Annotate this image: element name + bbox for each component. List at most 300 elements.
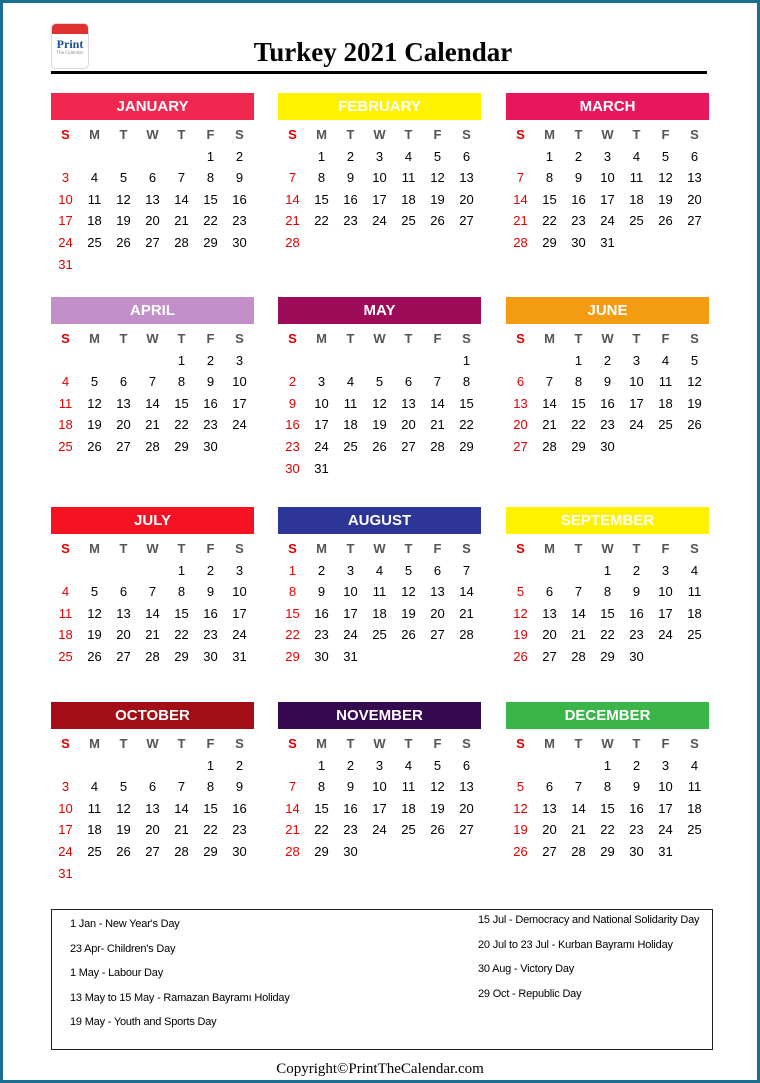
weekday-header: M (89, 541, 100, 556)
day-cell: 26 (116, 843, 131, 859)
day-cell: 25 (372, 627, 387, 643)
day-cell: 28 (513, 234, 528, 250)
day-cell: 14 (513, 191, 528, 207)
day-cell: 21 (174, 822, 189, 838)
day-cell: 4 (690, 562, 699, 578)
day-cell: 23 (600, 417, 615, 433)
day-cell: 1 (177, 352, 186, 368)
day-cell: 25 (343, 438, 358, 454)
empty-day-cell (535, 350, 564, 372)
day-cell: 15 (571, 395, 586, 411)
day-cell: 1 (288, 562, 297, 578)
month-grid (506, 124, 709, 254)
day-cell: 28 (459, 627, 474, 643)
day-cell: 10 (58, 800, 73, 816)
day-cell: 24 (314, 438, 329, 454)
empty-day-cell (138, 560, 167, 582)
day-cell: 1 (545, 148, 554, 164)
day-cell: 20 (145, 213, 160, 229)
day-cell: 14 (174, 800, 189, 816)
day-cell: 26 (87, 438, 102, 454)
day-cell: 23 (629, 627, 644, 643)
day-cell: 15 (542, 191, 557, 207)
holiday-item: 20 Jul to 23 Jul - Kurban Bayramı Holiday (478, 938, 673, 951)
holiday-item: 29 Oct - Republic Day (478, 987, 582, 1000)
day-cell: 23 (629, 822, 644, 838)
day-cell: 17 (629, 395, 644, 411)
day-cell: 11 (343, 395, 358, 411)
empty-day-cell (506, 755, 535, 777)
month-grid (51, 733, 254, 884)
day-cell: 6 (462, 757, 471, 773)
day-cell: 9 (206, 584, 215, 600)
empty-day-cell (506, 146, 535, 168)
day-cell: 11 (401, 170, 416, 186)
day-cell: 12 (116, 800, 131, 816)
day-cell: 4 (61, 374, 70, 390)
day-cell: 28 (174, 843, 189, 859)
weekday-header: T (404, 331, 413, 346)
day-cell: 16 (285, 417, 300, 433)
day-cell: 5 (516, 584, 525, 600)
day-cell: 23 (285, 438, 300, 454)
month-grid (278, 124, 481, 254)
day-cell: 10 (232, 584, 247, 600)
day-cell: 2 (206, 352, 215, 368)
day-cell: 19 (401, 605, 416, 621)
day-cell: 12 (513, 800, 528, 816)
weekday-header: F (206, 541, 215, 556)
day-cell: 23 (232, 822, 247, 838)
day-cell: 14 (571, 800, 586, 816)
day-cell: 2 (603, 352, 612, 368)
day-cell: 16 (571, 191, 586, 207)
day-cell: 24 (372, 213, 387, 229)
day-cell: 9 (574, 170, 583, 186)
weekday-header: T (574, 736, 583, 751)
day-cell: 19 (513, 627, 528, 643)
weekday-header: M (544, 331, 555, 346)
day-cell: 11 (372, 584, 387, 600)
title-underline (51, 71, 707, 74)
day-cell: 8 (574, 374, 583, 390)
empty-day-cell (278, 755, 307, 777)
day-cell: 16 (314, 605, 329, 621)
day-cell: 12 (513, 605, 528, 621)
day-cell: 26 (430, 822, 445, 838)
weekday-header: S (690, 541, 699, 556)
weekday-header: S (690, 736, 699, 751)
day-cell: 31 (658, 843, 673, 859)
day-cell: 15 (600, 800, 615, 816)
day-cell: 7 (516, 170, 525, 186)
month-grid (278, 733, 481, 863)
day-cell: 18 (58, 627, 73, 643)
weekday-header: S (462, 331, 471, 346)
day-cell: 17 (232, 605, 247, 621)
day-cell: 11 (687, 584, 702, 600)
weekday-header: W (373, 541, 386, 556)
day-cell: 18 (629, 191, 644, 207)
day-cell: 24 (372, 822, 387, 838)
day-cell: 5 (375, 374, 384, 390)
weekday-header: S (462, 127, 471, 142)
day-cell: 5 (90, 584, 99, 600)
day-cell: 17 (58, 822, 73, 838)
month-header: MAY (278, 297, 481, 324)
weekday-header: T (177, 127, 186, 142)
day-cell: 3 (661, 562, 670, 578)
day-cell: 3 (61, 779, 70, 795)
day-cell: 2 (288, 374, 297, 390)
day-cell: 14 (174, 191, 189, 207)
day-cell: 4 (90, 779, 99, 795)
day-cell: 19 (687, 395, 702, 411)
day-cell: 31 (343, 648, 358, 664)
day-cell: 21 (459, 605, 474, 621)
day-cell: 26 (401, 627, 416, 643)
day-cell: 17 (658, 800, 673, 816)
day-cell: 28 (430, 438, 445, 454)
day-cell: 29 (459, 438, 474, 454)
day-cell: 21 (571, 822, 586, 838)
day-cell: 14 (542, 395, 557, 411)
day-cell: 5 (661, 148, 670, 164)
day-cell: 2 (235, 757, 244, 773)
day-cell: 16 (203, 395, 218, 411)
day-cell: 8 (603, 779, 612, 795)
day-cell: 10 (629, 374, 644, 390)
month-grid (51, 328, 254, 458)
day-cell: 26 (658, 213, 673, 229)
day-cell: 2 (346, 148, 355, 164)
day-cell: 16 (232, 800, 247, 816)
day-cell: 27 (401, 438, 416, 454)
logo-subtitle: The Calendar (56, 50, 84, 55)
day-cell: 31 (58, 256, 73, 272)
day-cell: 22 (600, 822, 615, 838)
month-january (51, 93, 254, 275)
weekday-header: T (632, 736, 641, 751)
day-cell: 2 (632, 562, 641, 578)
weekday-header: S (61, 331, 70, 346)
day-cell: 2 (317, 562, 326, 578)
month-header: AUGUST (278, 507, 481, 534)
weekday-header: T (177, 736, 186, 751)
day-cell: 14 (430, 395, 445, 411)
day-cell: 11 (87, 800, 102, 816)
day-cell: 25 (58, 648, 73, 664)
day-cell: 27 (145, 234, 160, 250)
day-cell: 10 (343, 584, 358, 600)
empty-day-cell (278, 350, 307, 372)
day-cell: 29 (174, 648, 189, 664)
logo-calendar-icon (52, 24, 88, 34)
day-cell: 10 (58, 191, 73, 207)
weekday-header: S (61, 736, 70, 751)
day-cell: 18 (401, 191, 416, 207)
day-cell: 18 (58, 417, 73, 433)
holiday-item: 1 Jan - New Year's Day (70, 918, 180, 930)
weekday-header: T (119, 736, 128, 751)
day-cell: 26 (116, 234, 131, 250)
weekday-header: S (288, 127, 297, 142)
day-cell: 18 (372, 605, 387, 621)
day-cell: 21 (145, 627, 160, 643)
day-cell: 13 (459, 779, 474, 795)
day-cell: 28 (145, 648, 160, 664)
weekday-header: T (404, 541, 413, 556)
month-grid (51, 538, 254, 668)
day-cell: 29 (203, 843, 218, 859)
holiday-item: 30 Aug - Victory Day (478, 963, 575, 976)
day-cell: 1 (206, 757, 215, 773)
weekday-header: S (516, 541, 525, 556)
day-cell: 21 (542, 417, 557, 433)
weekday-header: S (516, 127, 525, 142)
month-november (278, 702, 481, 863)
weekday-header: S (462, 541, 471, 556)
weekday-header: S (516, 736, 525, 751)
day-cell: 25 (87, 234, 102, 250)
weekday-header: F (661, 541, 670, 556)
month-december (506, 702, 709, 863)
print-the-calendar-logo[interactable] (51, 23, 89, 69)
empty-day-cell (109, 146, 138, 168)
day-cell: 12 (658, 170, 673, 186)
day-cell: 19 (430, 191, 445, 207)
day-cell: 10 (658, 584, 673, 600)
day-cell: 13 (116, 605, 131, 621)
weekday-header: T (632, 541, 641, 556)
holiday-item: 13 May to 15 May - Ramazan Bayramı Holiday (70, 991, 290, 1004)
day-cell: 12 (87, 605, 102, 621)
day-cell: 4 (404, 757, 413, 773)
day-cell: 5 (433, 148, 442, 164)
day-cell: 11 (58, 605, 73, 621)
day-cell: 19 (87, 417, 102, 433)
day-cell: 11 (58, 395, 73, 411)
day-cell: 25 (687, 822, 702, 838)
day-cell: 28 (571, 843, 586, 859)
empty-day-cell (80, 560, 109, 582)
day-cell: 7 (545, 374, 554, 390)
day-cell: 23 (571, 213, 586, 229)
day-cell: 1 (603, 757, 612, 773)
day-cell: 9 (206, 374, 215, 390)
day-cell: 16 (232, 191, 247, 207)
day-cell: 2 (574, 148, 583, 164)
day-cell: 7 (177, 779, 186, 795)
day-cell: 10 (600, 170, 615, 186)
day-cell: 14 (285, 800, 300, 816)
day-cell: 30 (629, 843, 644, 859)
month-october (51, 702, 254, 884)
day-cell: 4 (632, 148, 641, 164)
holiday-item: 15 Jul - Democracy and National Solidarity Day (478, 914, 700, 926)
day-cell: 3 (317, 374, 326, 390)
weekday-header: M (544, 127, 555, 142)
weekday-header: M (544, 736, 555, 751)
empty-day-cell (80, 755, 109, 777)
day-cell: 21 (174, 213, 189, 229)
day-cell: 12 (401, 584, 416, 600)
day-cell: 24 (658, 822, 673, 838)
weekday-header: S (235, 331, 244, 346)
day-cell: 28 (174, 234, 189, 250)
day-cell: 11 (87, 191, 102, 207)
day-cell: 7 (177, 170, 186, 186)
day-cell: 31 (232, 648, 247, 664)
holiday-item: 23 Apr- Children's Day (70, 942, 176, 955)
day-cell: 5 (119, 170, 128, 186)
month-header: FEBRUARY (278, 93, 481, 120)
day-cell: 20 (430, 605, 445, 621)
weekday-header: S (235, 736, 244, 751)
day-cell: 15 (314, 800, 329, 816)
day-cell: 9 (288, 395, 297, 411)
day-cell: 9 (603, 374, 612, 390)
day-cell: 5 (119, 779, 128, 795)
day-cell: 30 (285, 460, 300, 476)
day-cell: 17 (658, 605, 673, 621)
day-cell: 27 (542, 843, 557, 859)
day-cell: 12 (687, 374, 702, 390)
day-cell: 22 (314, 213, 329, 229)
empty-day-cell (51, 350, 80, 372)
day-cell: 1 (462, 352, 471, 368)
empty-day-cell (167, 755, 196, 777)
weekday-header: W (601, 736, 614, 751)
day-cell: 29 (174, 438, 189, 454)
day-cell: 8 (603, 584, 612, 600)
empty-day-cell (138, 350, 167, 372)
day-cell: 15 (174, 605, 189, 621)
day-cell: 27 (430, 627, 445, 643)
day-cell: 16 (203, 605, 218, 621)
empty-day-cell (51, 755, 80, 777)
day-cell: 26 (87, 648, 102, 664)
day-cell: 30 (203, 648, 218, 664)
day-cell: 8 (317, 779, 326, 795)
day-cell: 28 (145, 438, 160, 454)
copyright-footer[interactable]: Copyright©PrintTheCalendar.com (276, 1061, 484, 1077)
day-cell: 5 (690, 352, 699, 368)
day-cell: 9 (632, 584, 641, 600)
day-cell: 7 (574, 779, 583, 795)
day-cell: 6 (516, 374, 525, 390)
day-cell: 24 (658, 627, 673, 643)
weekday-header: S (235, 127, 244, 142)
month-march (506, 93, 709, 254)
weekday-header: F (661, 127, 670, 142)
month-header: APRIL (51, 297, 254, 324)
weekday-header: W (146, 736, 159, 751)
weekday-header: T (574, 127, 583, 142)
month-header: JULY (51, 507, 254, 534)
day-cell: 17 (232, 395, 247, 411)
day-cell: 6 (545, 779, 554, 795)
month-september (506, 507, 709, 668)
day-cell: 13 (459, 170, 474, 186)
weekday-header: T (574, 541, 583, 556)
day-cell: 20 (401, 417, 416, 433)
day-cell: 8 (206, 779, 215, 795)
empty-day-cell (138, 146, 167, 168)
day-cell: 15 (314, 191, 329, 207)
holiday-column-left (70, 918, 290, 1041)
day-cell: 4 (375, 562, 384, 578)
month-june (506, 297, 709, 458)
day-cell: 6 (462, 148, 471, 164)
day-cell: 10 (372, 779, 387, 795)
day-cell: 17 (343, 605, 358, 621)
empty-day-cell (365, 350, 394, 372)
day-cell: 7 (148, 374, 157, 390)
day-cell: 2 (632, 757, 641, 773)
weekday-header: S (288, 736, 297, 751)
day-cell: 30 (600, 438, 615, 454)
empty-day-cell (109, 755, 138, 777)
day-cell: 25 (401, 213, 416, 229)
month-grid (506, 328, 709, 458)
empty-day-cell (423, 350, 452, 372)
day-cell: 10 (314, 395, 329, 411)
day-cell: 6 (148, 170, 157, 186)
day-cell: 23 (343, 822, 358, 838)
day-cell: 13 (116, 395, 131, 411)
month-header: JUNE (506, 297, 709, 324)
day-cell: 11 (401, 779, 416, 795)
month-july (51, 507, 254, 668)
day-cell: 6 (404, 374, 413, 390)
day-cell: 26 (430, 213, 445, 229)
day-cell: 2 (346, 757, 355, 773)
day-cell: 14 (459, 584, 474, 600)
day-cell: 17 (372, 800, 387, 816)
weekday-header: T (119, 331, 128, 346)
day-cell: 15 (600, 605, 615, 621)
day-cell: 20 (687, 191, 702, 207)
empty-day-cell (278, 146, 307, 168)
holiday-column-right (478, 914, 699, 1012)
day-cell: 11 (687, 779, 702, 795)
day-cell: 18 (401, 800, 416, 816)
day-cell: 29 (203, 234, 218, 250)
day-cell: 25 (401, 822, 416, 838)
holiday-item: 1 May - Labour Day (70, 967, 163, 980)
day-cell: 18 (658, 395, 673, 411)
weekday-header: W (146, 127, 159, 142)
day-cell: 18 (687, 605, 702, 621)
weekday-header: F (433, 736, 442, 751)
day-cell: 29 (600, 843, 615, 859)
weekday-header: W (601, 331, 614, 346)
empty-day-cell (80, 350, 109, 372)
day-cell: 13 (430, 584, 445, 600)
weekday-header: F (206, 736, 215, 751)
day-cell: 9 (346, 170, 355, 186)
day-cell: 20 (513, 417, 528, 433)
day-cell: 10 (658, 779, 673, 795)
weekday-header: S (516, 331, 525, 346)
day-cell: 9 (317, 584, 326, 600)
empty-day-cell (535, 560, 564, 582)
weekday-header: T (574, 331, 583, 346)
month-august (278, 507, 481, 668)
day-cell: 1 (317, 148, 326, 164)
day-cell: 16 (629, 605, 644, 621)
